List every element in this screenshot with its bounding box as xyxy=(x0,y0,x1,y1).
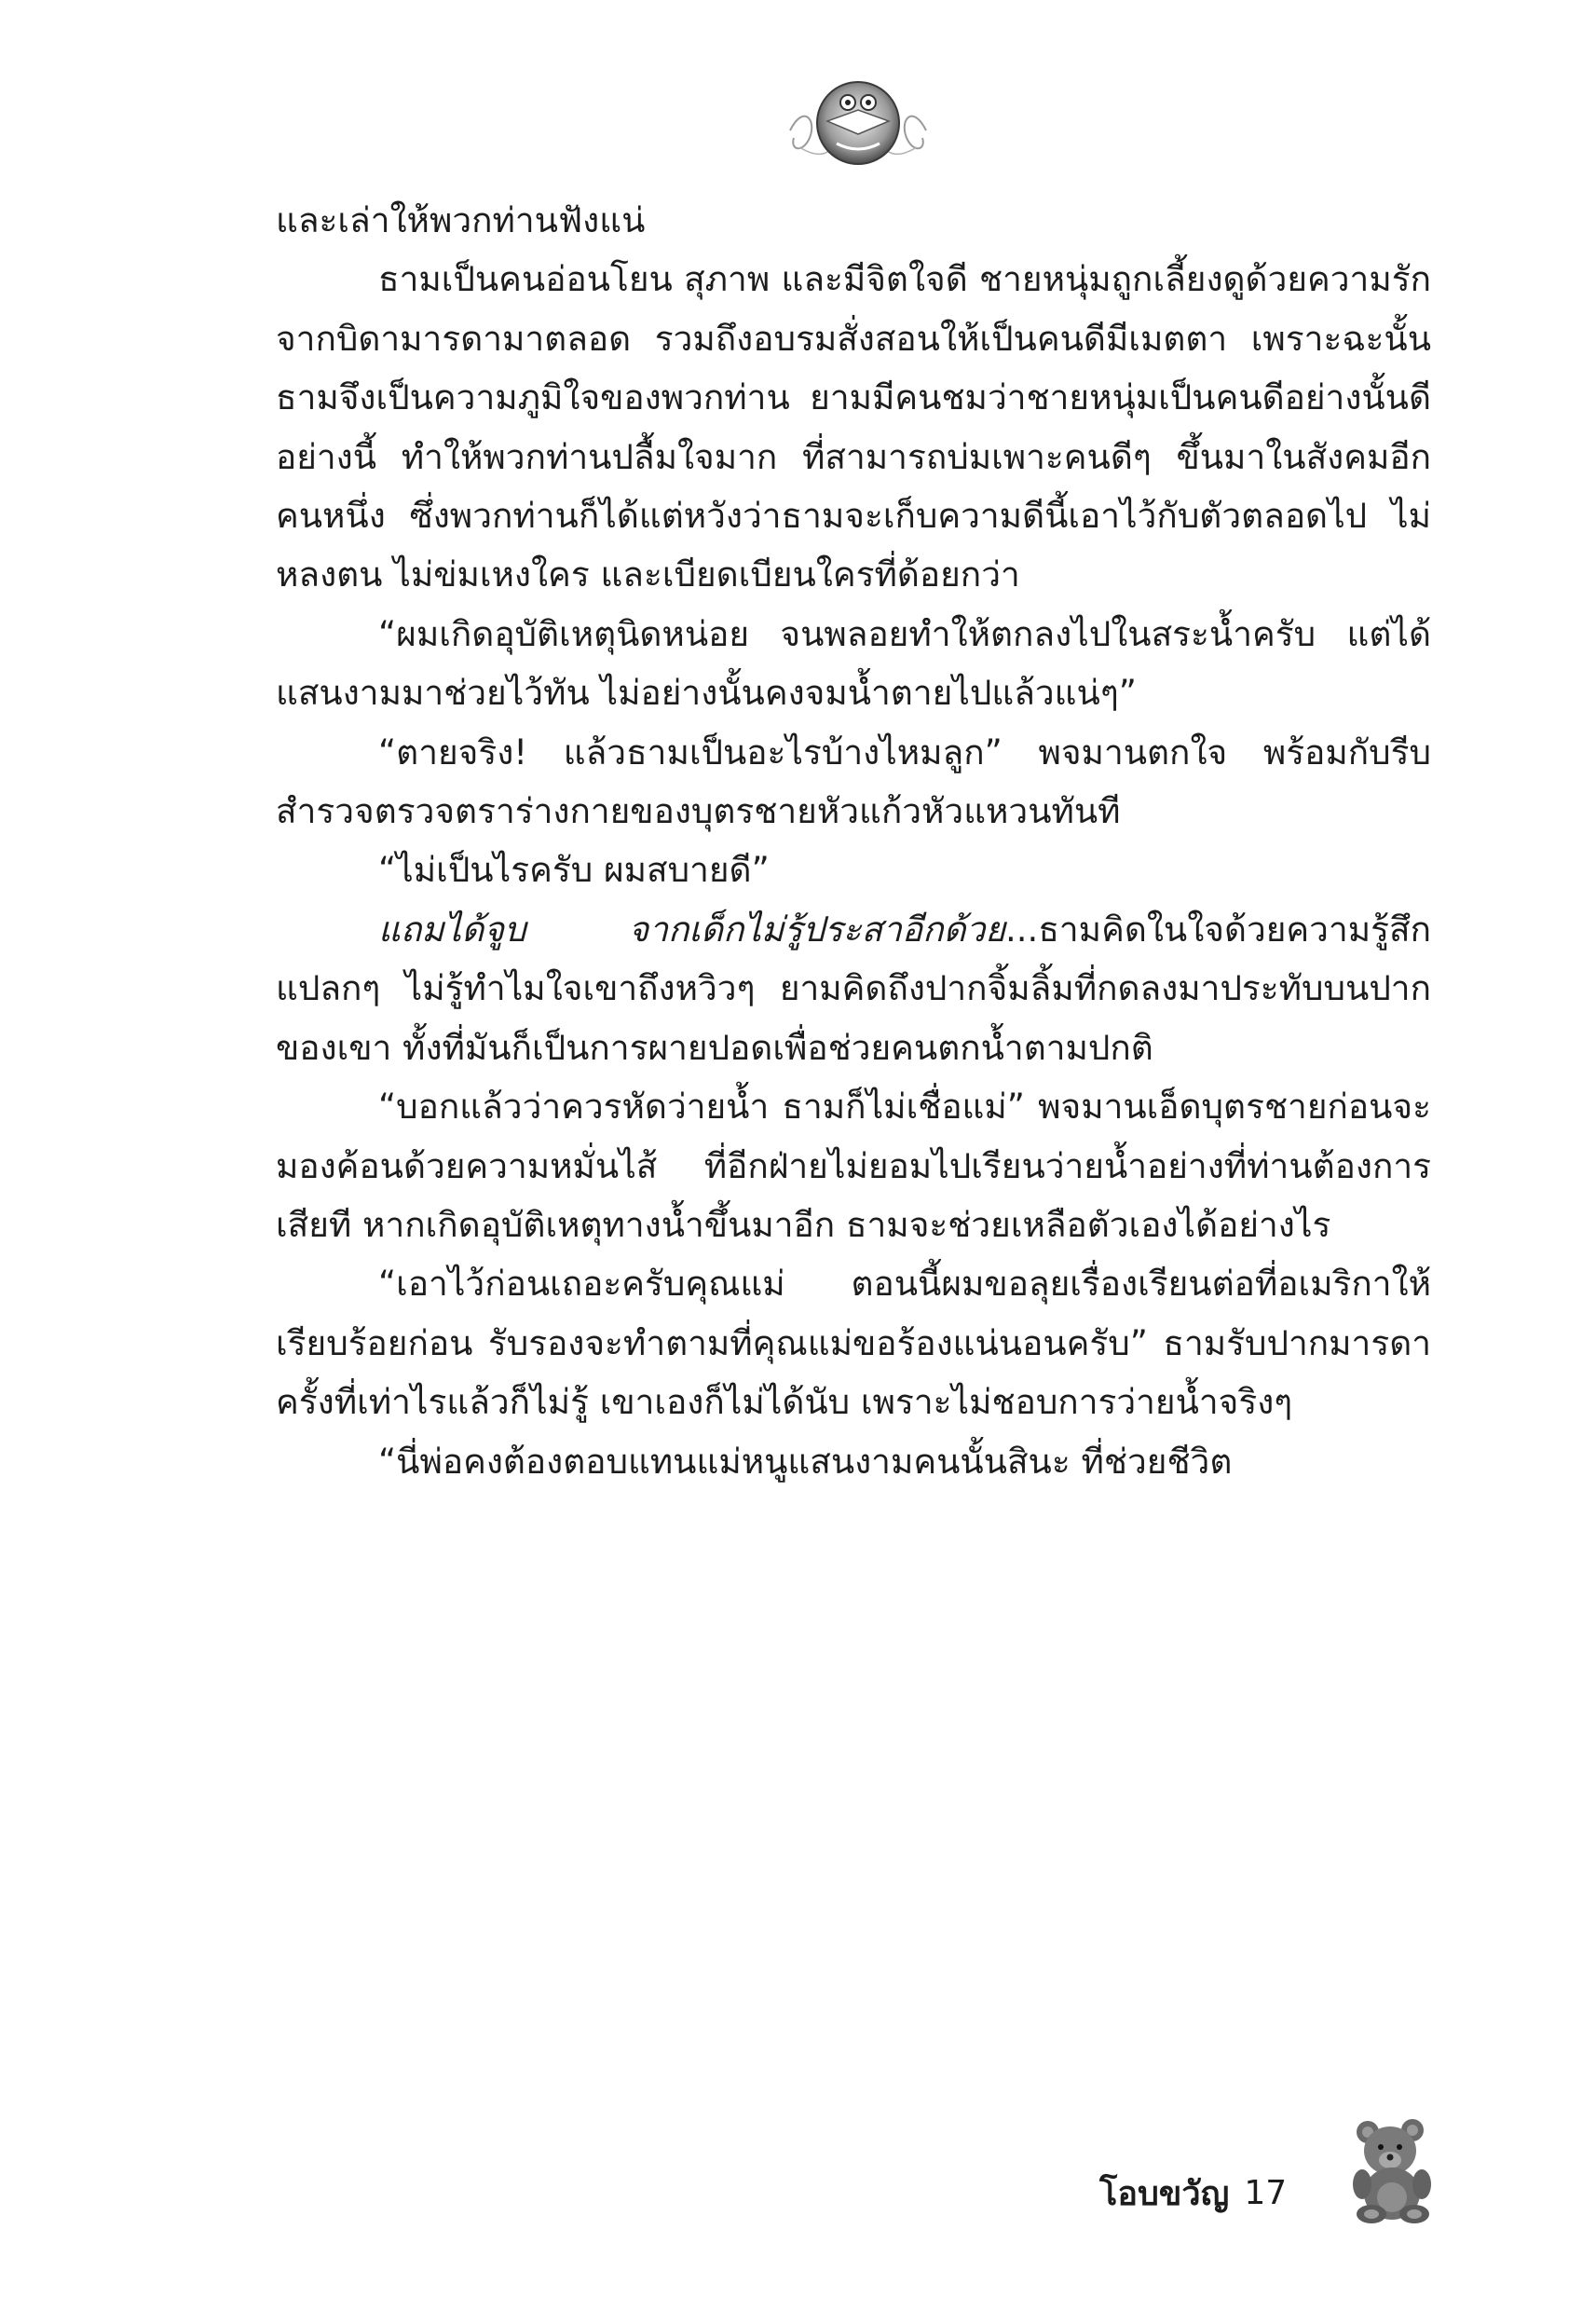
paragraph: “ผมเกิดอุบัติเหตุนิดหน่อย จนพลอยทำให้ตกลงไปในสระน้ำครับ แต่ได้แสนงามมาช่วยไว้ทัน ไม่อย่างนั้นคงจมน้ำตายไปแล้วแน่ๆ” xyxy=(276,613,1431,714)
paragraph: “บอกแล้วว่าควรหัดว่ายน้ำ ธามก็ไม่เชื่อแม่” พจมานเอ็ดบุตรชายก่อนจะมองค้อนด้วยความหมั่นไส้ ที่อีกฝ่ายไม่ยอมไปเรียนว่ายน้ำอย่างที่ท่านต้องการเสียที หากเกิดอุบัติเหตุทางน้ำขึ้นมาอีก ธามจะช่วยเหลือตัวเองได้อย่างไร xyxy=(276,1087,1431,1245)
paragraph: “ตายจริง! แล้วธามเป็นอะไรบ้างไหมลูก” พจมานตกใจ พร้อมกับรีบสำรวจตรวจตราร่างกายของบุตรชายหัวแก้วหัวแหวนทันที xyxy=(276,732,1431,832)
paragraph: “นี่พ่อคงต้องตอบแทนแม่หนูแสนงามคนนั้นสินะ ที่ช่วยชีวิต xyxy=(378,1441,1233,1482)
paragraph-with-thought xyxy=(276,900,1431,1077)
paragraph: และเล่าให้พวกท่านฟังแน่ xyxy=(276,200,646,240)
book-title: โอบขวัญ xyxy=(1099,2174,1230,2213)
paragraph: “ไม่เป็นไรครับ ผมสบายดี” xyxy=(378,850,770,891)
paragraph-continuation: ...ธามคิดในใจด้วยความรู้สึกแปลกๆ ไม่รู้ทำไมใจเขาถึงหวิวๆ ยามคิดถึงปากจิ้มลิ้มที่กดลงมาประทับบนปากของเขา ทั้งที่มันก็เป็นการผายปอดเพื่อช่วยคนตกน้ำตามปกติ xyxy=(276,909,1431,1068)
paragraph: “เอาไว้ก่อนเถอะครับคุณแม่ ตอนนี้ผมขอลุยเรื่องเรียนต่อที่อเมริกาให้เรียบร้อยก่อน รับรองจะทำตามที่คุณแม่ขอร้องแน่นอนครับ” ธามรับปากมารดา ครั้งที่เท่าไรแล้วก็ไม่รู้ เขาเองก็ไม่ได้นับ เพราะไม่ชอบการว่ายน้ำจริงๆ xyxy=(276,1264,1431,1423)
body-text xyxy=(276,191,1431,1491)
book-owl-emblem-icon xyxy=(781,65,935,175)
teddy-bear-icon xyxy=(1347,2115,1437,2223)
page-number: 17 xyxy=(1244,2173,1288,2212)
page-footer xyxy=(1099,2160,1287,2225)
italic-thought: แถมได้จูบ จากเด็กไม่รู้ประสาอีกด้วย xyxy=(378,909,1006,950)
paragraph: ธามเป็นคนอ่อนโยน สุภาพ และมีจิตใจดี ชายหนุ่มถูกเลี้ยงดูด้วยความรักจากบิดามารดามาตลอด รวมถึงอบรมสั่งสอนให้เป็นคนดีมีเมตตา เพราะฉะนั้นธามจึงเป็นความภูมิใจของพวกท่าน ยามมีคนชมว่าชายหนุ่มเป็นคนดีอย่างนั้นดีอย่างนี้ ทำให้พวกท่านปลื้มใจมาก ที่สามารถบ่มเพาะคนดีๆ ขึ้นมาในสังคมอีกคนหนึ่ง ซึ่งพวกท่านก็ได้แต่หวังว่าธามจะเก็บความดีนี้เอาไว้กับตัวตลอดไป ไม่หลงตน ไม่ข่มเหงใคร และเบียดเบียนใครที่ด้อยกว่า xyxy=(276,259,1431,595)
